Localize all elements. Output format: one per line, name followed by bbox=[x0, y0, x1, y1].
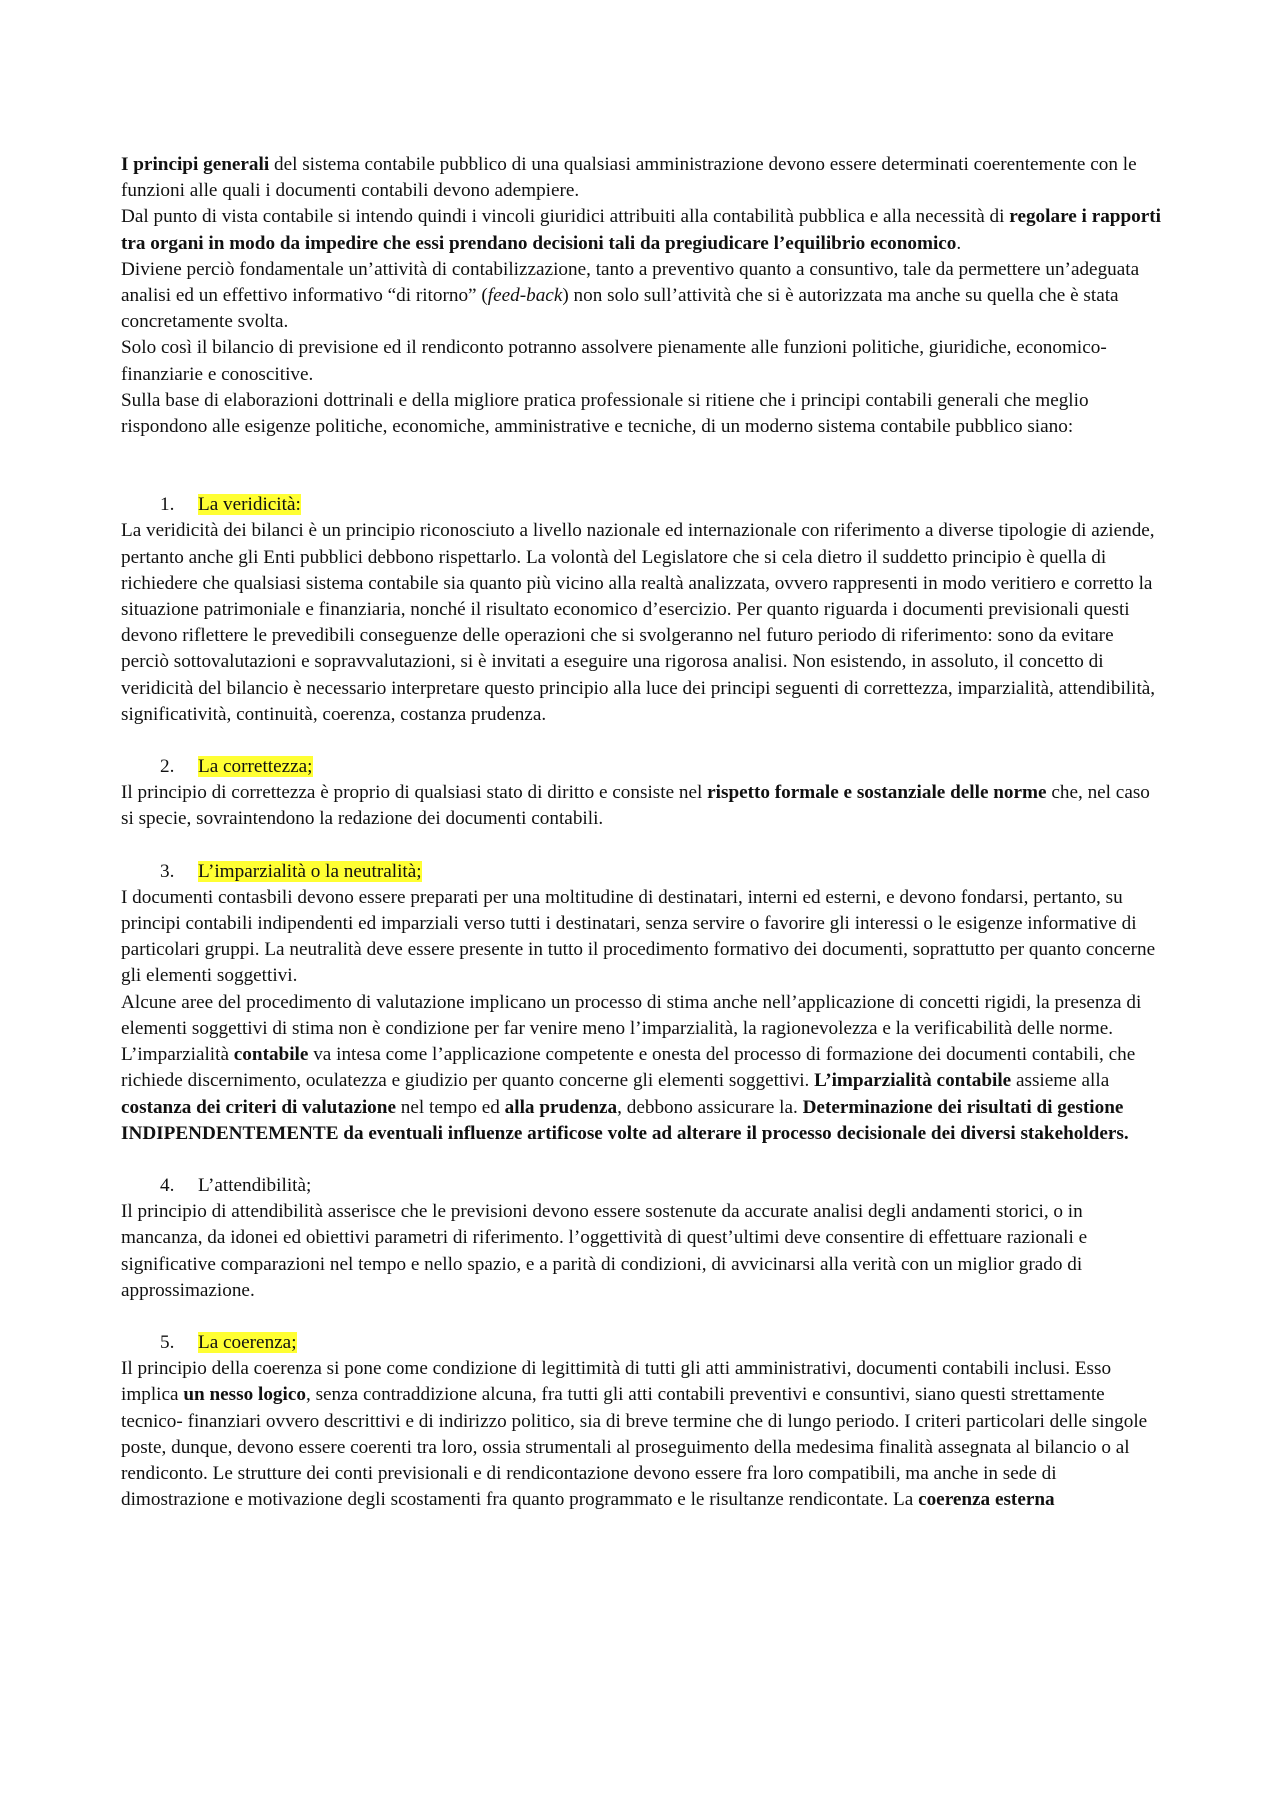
list-item-body-2: Il principio di correttezza è proprio di qualsiasi stato di diritto e consiste nel rispetto formale e sostanziale delle norme che, nel caso si specie, sovraintendono la redazione dei documenti contabili. bbox=[121, 782, 1150, 830]
intro-paragraph-2: Dal punto di vista contabile si intendo quindi i vincoli giuridici attribuiti alla contabilità pubblica e alla necessità di regolare i rapporti tra organi in modo da impedire che essi prendano decisioni tali da pregiudicare l’equilibrio economico. bbox=[121, 206, 1161, 254]
list-number: 2. bbox=[160, 756, 175, 778]
highlighted-heading: L’imparzialità o la neutralità; bbox=[198, 860, 422, 882]
highlighted-heading: La coerenza; bbox=[198, 1331, 297, 1353]
list-item-body-1: La veridicità dei bilanci è un principio riconosciuto a livello nazionale ed internazionale con riferimento a diverse tipologie di aziende, pertanto anche gli Enti pubblici debbono rispettarlo. La volontà del Legislatore che si cela dietro il suddetto principio è quella di richiedere che qualsiasi sistema contabile sia quanto più vicino alla realtà analizzata, ovvero rappresenti in modo veritiero e corretto la situazione patrimoniale e finanziaria, nonché il risultato economico d’esercizio. Per quanto riguarda i documenti previsionali questi devono riflettere le prevedibili conseguenze delle operazioni che si svolgeranno nel futuro periodo di riferimento: sono da evitare perciò sottovalutazioni e sopravvalutazioni, si è invitati a eseguire una rigorosa analisi. Non esistendo, in assoluto, il concetto di veridicità del bilancio è necessario interpretare questo principio alla luce dei principi seguenti di correttezza, imparzialità, attendibilità, significatività, continuità, coerenza, costanza prudenza. bbox=[121, 520, 1156, 725]
list-item-heading-1 bbox=[121, 492, 1166, 518]
document-body bbox=[121, 152, 1166, 1513]
intro-bold-term: I principi generali bbox=[121, 154, 270, 175]
list-number: 3. bbox=[160, 860, 175, 882]
list-number: 1. bbox=[160, 494, 175, 516]
list-item-body-4: Il principio di attendibilità asserisce che le previsioni devono essere sostenute da accurate analisi degli andamenti storici, o in mancanza, da idonei ed obiettivi parametri di riferimento. l’oggettività di quest’ultimi deve consentire di effettuare razionali e significative comparazioni nel tempo e nello spazio, e a parità di condizioni, di avvicinarsi alla verità con un miglior grado di approssimazione. bbox=[121, 1201, 1088, 1301]
intro-paragraph-1: I principi generali del sistema contabile pubblico di una qualsiasi amministrazione devono essere determinati coerentemente con le funzioni alle quali i documenti contabili devono adempiere. bbox=[121, 154, 1137, 202]
highlighted-heading: La correttezza; bbox=[198, 756, 313, 778]
intro-paragraph-4: Solo così il bilancio di previsione ed il rendiconto potranno assolvere pienamente alle funzioni politiche, giuridiche, economico-finanziarie e conoscitive. bbox=[121, 337, 1107, 385]
list-item-body-3b: Alcune aree del procedimento di valutazione implicano un processo di stima anche nell’applicazione di concetti rigidi, la presenza di elementi soggettivi di stima non è condizione per far venire meno l’imparzialità, la ragionevolezza e la verificabilità delle norme. L’imparzialità contabile va intesa come l’applicazione competente e onesta del processo di formazione dei documenti contabili, che richiede discernimento, oculatezza e giudizio per quanto concerne gli elementi soggettivi. L’imparzialità contabile assieme alla costanza dei criteri di valutazione nel tempo ed alla prudenza, debbono assicurare la. Determinazione dei risultati di gestione INDIPENDENTEMENTE da eventuali influenze artificose volte ad alterare il processo decisionale dei diversi stakeholders. bbox=[121, 991, 1142, 1144]
intro-paragraph-5: Sulla base di elaborazioni dottrinali e della migliore pratica professionale si ritiene che i principi contabili generali che meglio rispondono alle esigenze politiche, economiche, amministrative e tecniche, di un moderno sistema contabile pubblico siano: bbox=[121, 389, 1089, 438]
plain-heading: L’attendibilità; bbox=[198, 1174, 312, 1196]
list-item-heading-3 bbox=[121, 859, 1166, 885]
list-item-body-5: Il principio della coerenza si pone come condizione di legittimità di tutti gli atti amministrativi, documenti contabili inclusi. Esso implica un nesso logico, senza contraddizione alcuna, fra tutti gli atti contabili preventivi e consuntivi, siano questi strettamente tecnico- finanziari ovvero descrittivi e di indirizzo politico, sia di breve termine che di lungo periodo. I criteri particolari delle singole poste, dunque, devono essere coerenti tra loro, ossia strumentali al proseguimento della medesima finalità assegnata al bilancio o al rendiconto. Le strutture dei conti previsionali e di rendicontazione devono essere fra loro compatibili, ma anche in sede di dimostrazione e motivazione degli scostamenti fra quanto programmato e le risultanze rendicontate. La coerenza esterna bbox=[121, 1358, 1148, 1511]
list-item-heading-4 bbox=[121, 1173, 1166, 1199]
intro-paragraph-3: Diviene perciò fondamentale un’attività di contabilizzazione, tanto a preventivo quanto a consuntivo, tale da permettere un’adeguata analisi ed un effettivo informativo “di ritorno” (feed-back) non solo sull’attività che si è autorizzata ma anche su quella che è stata concretamente svolta. bbox=[121, 258, 1140, 333]
list-number: 5. bbox=[160, 1331, 175, 1353]
list-item-heading-2 bbox=[121, 754, 1166, 780]
list-item-heading-5 bbox=[121, 1330, 1166, 1356]
list-number: 4. bbox=[160, 1174, 175, 1196]
highlighted-heading: La veridicità: bbox=[198, 494, 301, 516]
list-item-body-3a: I documenti contasbili devono essere preparati per una moltitudine di destinatari, interni ed esterni, e devono fondarsi, pertanto, su principi contabili indipendenti ed imparziali verso tutti i destinatari, senza servire o favorire gli interessi o le esigenze informative di particolari gruppi. La neutralità deve essere presente in tutto il procedimento formativo dei documenti, soprattutto per quanto concerne gli elementi soggettivi. bbox=[121, 886, 1156, 987]
